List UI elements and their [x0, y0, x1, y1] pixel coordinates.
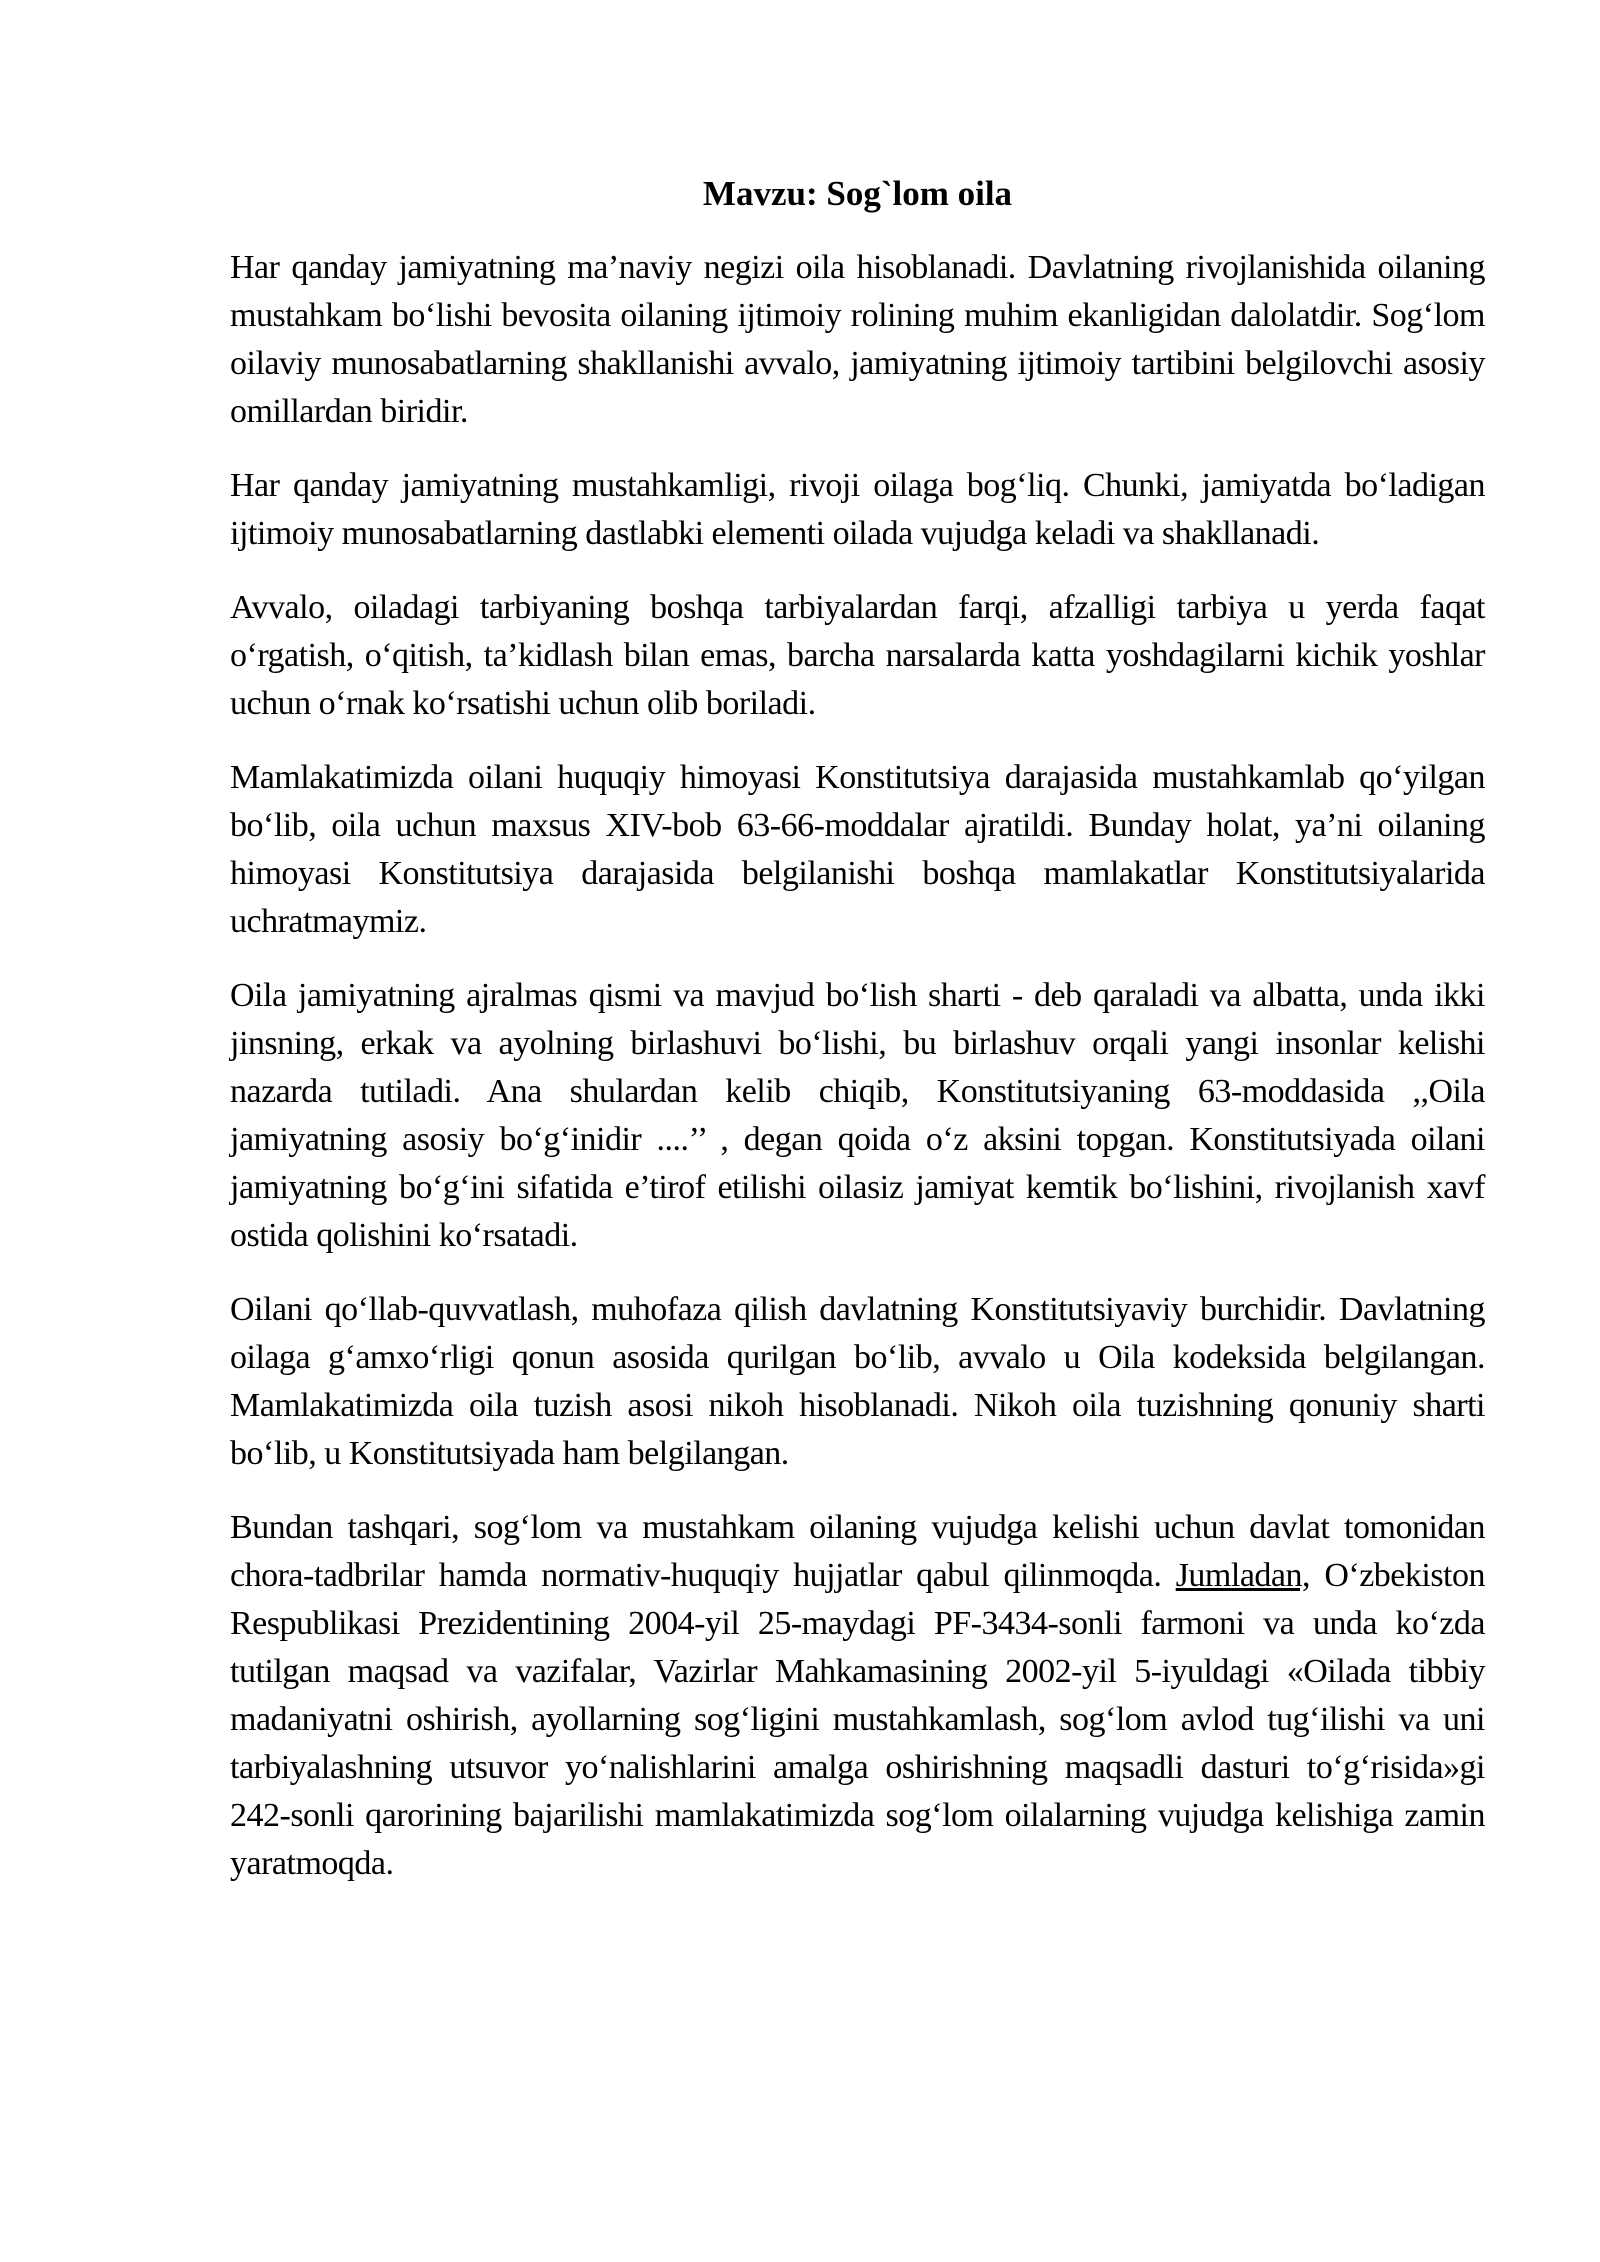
underlined-phrase: Jumladan, — [1175, 1557, 1311, 1594]
document-title: Mavzu: Sog`lom oila — [702, 174, 1013, 213]
paragraph-1 — [230, 244, 1485, 436]
paragraph-7 — [230, 1504, 1485, 1888]
paragraph-5-text: Oila jamiyatning ajralmas qismi va mavjud bo‘lish sharti - deb qaraladi va albatta, unda ikki jinsning, erkak va ayolning birlashuvi bo‘lishi, bu birlashuv orqali yangi insonlar kelishi nazarda tutiladi. Ana shulardan kelib chiqib, Konstitutsiyaning 63-moddasida ,,Oila jamiyatning asosiy bo‘g‘inidir ....’’ , degan qoida o‘z aksini topgan. Konstitutsiyada oilani jamiyatning bo‘g‘ini sifatida e’tirof etilishi oilasiz jamiyat kemtik bo‘lishini, rivojlanish xavf ostida qolishini ko‘rsatadi. — [230, 977, 1485, 1254]
paragraph-7-text-after: O‘zbekiston Respublikasi Prezidentining 2004-yil 25-maydagi PF-3434-sonli farmoni va unda ko‘zda tutilgan maqsad va vazifalar, Vazirlar Mahkamasining 2002-yil 5-iyuldagi «Oilada tibbiy madaniyatni oshirish, ayollarning sog‘ligini mustahkamlash, sog‘lom avlod tug‘ilishi va uni tarbiyalashning utsuvor yo‘nalishlarini amalga oshirishning maqsadli dasturi to‘g‘risida»gi 242-sonli qarorining bajarilishi mamlakatimizda sog‘lom oilalarning vujudga kelishiga zamin yaratmoqda. — [230, 1557, 1486, 1882]
paragraph-3 — [230, 584, 1485, 728]
paragraph-6-text: Oilani qo‘llab-quvvatlash, muhofaza qilish davlatning Konstitutsiyaviy burchidir. Davlatning oilaga g‘amxo‘rligi qonun asosida qurilgan bo‘lib, avvalo u Oila kodeksida belgilangan. Mamlakatimizda oila tuzish asosi nikoh hisoblanadi. Nikoh oila tuzishning qonuniy sharti bo‘lib, u Konstitutsiyada ham belgilangan. — [230, 1291, 1485, 1472]
paragraph-5 — [230, 972, 1485, 1260]
paragraph-4 — [230, 754, 1485, 946]
paragraph-3-text: Avvalo, oiladagi tarbiyaning boshqa tarbiyalardan farqi, afzalligi tarbiya u yerda faqat o‘rgatish, o‘qitish, ta’kidlash bilan emas, barcha narsalarda katta yoshdagilarni kichik yoshlar uchun o‘rnak ko‘rsatishi uchun olib boriladi. — [230, 589, 1485, 722]
paragraph-2 — [230, 462, 1485, 558]
paragraph-1-text: Har qanday jamiyatning ma’naviy negizi oila hisoblanadi. Davlatning rivojlanishida oilaning mustahkam bo‘lishi bevosita oilaning ijtimoiy rolining muhim ekanligidan dalolatdir. Sog‘lom oilaviy munosabatlarning shakllanishi avvalo, jamiyatning ijtimoiy tartibini belgilovchi asosiy omillardan biridir. — [230, 249, 1485, 430]
paragraph-4-text: Mamlakatimizda oilani huquqiy himoyasi Konstitutsiya darajasida mustahkamlab qo‘yilgan bo‘lib, oila uchun maxsus XIV-bob 63-66-moddalar ajratildi. Bunday holat, ya’ni oilaning himoyasi Konstitutsiya darajasida belgilanishi boshqa mamlakatlar Konstitutsiyalarida uchratmaymiz. — [230, 759, 1485, 940]
paragraph-7-text-before: Bundan tashqari, sog‘lom va mustahkam oilaning vujudga kelishi uchun davlat tomonidan chora-tadbrilar hamda normativ-huquqiy hujjatlar qabul qilinmoqda. — [230, 1509, 1485, 1594]
paragraph-6 — [230, 1286, 1485, 1478]
paragraph-2-text: Har qanday jamiyatning mustahkamligi, rivoji oilaga bog‘liq. Chunki, jamiyatda bo‘ladigan ijtimoiy munosabatlarning dastlabki elementi oilada vujudga keladi va shakllanadi. — [230, 467, 1485, 552]
